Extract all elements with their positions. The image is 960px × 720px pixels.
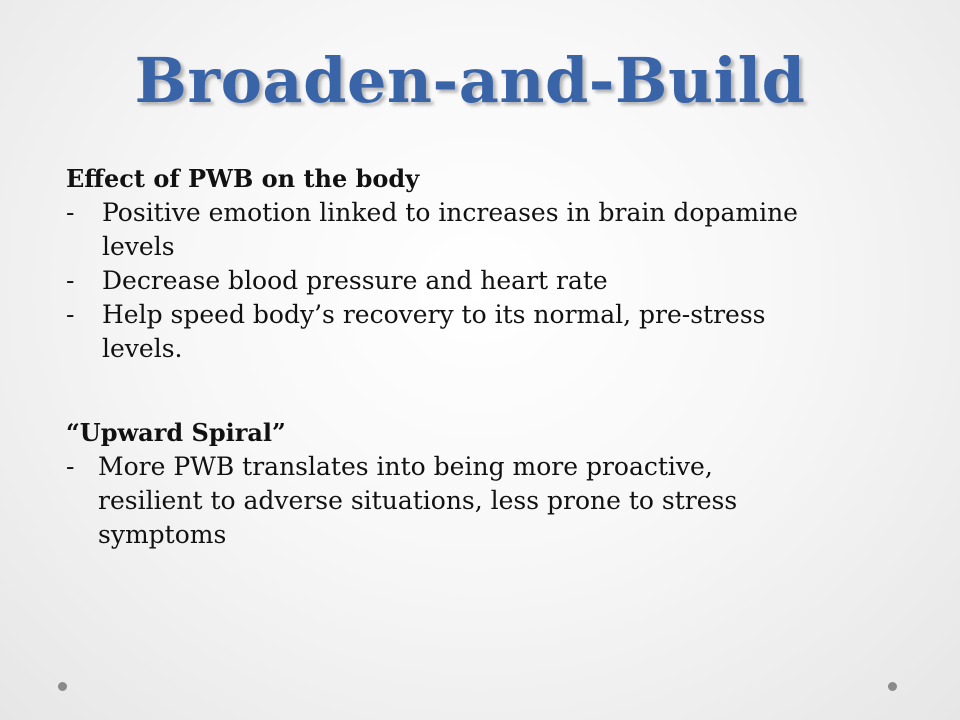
section-heading: Effect of PWB on the body [66,164,420,193]
bullet-text: More PWB translates into being more proactive, resilient to adverse situations, less prone to stress symptoms [98,452,738,549]
slide-title: Broaden-and-Build [134,44,806,117]
bullet-list [66,450,806,552]
bullet-item [66,298,806,366]
bullet-item [66,450,806,552]
bullet-text: Decrease blood pressure and heart rate [102,266,608,295]
bullet-marker: - [66,300,75,329]
bullet-marker: - [66,266,75,295]
decorative-dot-right [888,682,897,691]
bullet-item [66,196,806,264]
section-upward-spiral [66,416,806,552]
bullet-text: Positive emotion linked to increases in brain dopamine levels [102,198,798,261]
bullet-marker: - [66,198,75,227]
section-pwb-body [66,162,806,366]
bullet-text: Help speed body’s recovery to its normal, pre-stress levels. [102,300,766,363]
bullet-marker: - [66,452,75,481]
section-heading: “Upward Spiral” [66,418,286,447]
bullet-item [66,264,806,298]
bullet-list [66,196,806,366]
decorative-dot-left [58,682,67,691]
